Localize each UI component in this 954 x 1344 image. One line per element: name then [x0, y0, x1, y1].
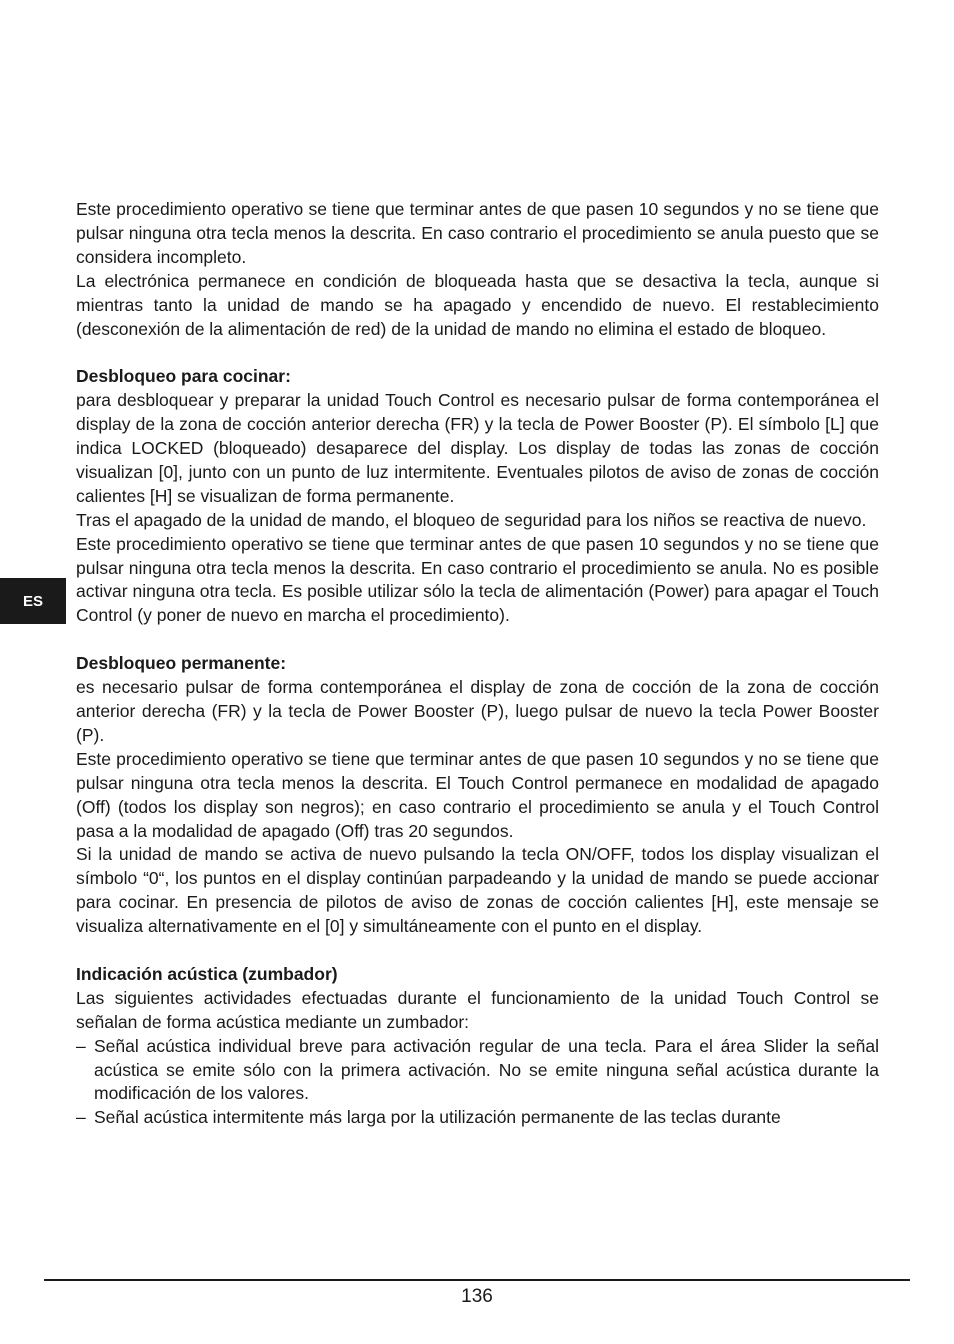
paragraph: Tras el apagado de la unidad de mando, el bloqueo de seguridad para los niños se reactiva de nuevo. — [76, 509, 867, 530]
spacer — [76, 628, 879, 652]
paragraph: Este procedimiento operativo se tiene que terminar antes de que pasen 10 segundos y no se tiene que pulsar ninguna otra tecla menos la descrita. En caso contrario el procedimiento se anula. No es posible activar ninguna otra tecla. Es posible utilizar sólo la tecla de alimentación (Power) para apagar el Touch Control (y poner de nuevo en marcha el procedimiento). — [76, 533, 879, 626]
list-item-text: Señal acústica intermitente más larga por la utilización permanente de las teclas durante — [94, 1107, 781, 1128]
paragraph: Las siguientes actividades efectuadas durante el funcionamiento de la unidad Touch Control se señalan de forma acústica mediante un zumbador: — [76, 987, 879, 1032]
spacer — [76, 341, 879, 365]
section-heading-indicacion-acustica: Indicación acústica (zumbador) — [76, 963, 338, 984]
section-heading-desbloqueo-cocinar: Desbloqueo para cocinar: — [76, 366, 291, 387]
paragraph: Este procedimiento operativo se tiene que terminar antes de que pasen 10 segundos y no se tiene que pulsar ninguna otra tecla menos la descrita. El Touch Control permanece en modalidad de apagado (Off) (todos los display son negros); en caso contrario el procedimiento se anula y el Touch Control pasa a la modalidad de apagado (Off) tras 20 segundos. — [76, 748, 879, 841]
paragraph: es necesario pulsar de forma contemporánea el display de zona de cocción de la zona de cocción anterior derecha (FR) y la tecla de Power Booster (P), luego pulsar de nuevo la tecla Power Booster (P). — [76, 677, 879, 745]
page-content — [76, 198, 879, 1130]
bullet-marker: – — [76, 1035, 86, 1056]
list-item — [76, 1106, 879, 1130]
page-number: 136 — [461, 1286, 493, 1307]
list-item — [76, 1035, 879, 1107]
paragraph: La electrónica permanece en condición de bloqueada hasta que se desactiva la tecla, aunque si mientras tanto la unidad de mando se ha apagado y encendido de nuevo. El restablecimiento (desconexión de la alimentación de red) de la unidad de mando no elimina el estado de bloqueo. — [76, 270, 879, 339]
section-heading-desbloqueo-permanente: Desbloqueo permanente: — [76, 653, 287, 674]
footer-divider — [44, 1279, 910, 1281]
list-item-text: Señal acústica individual breve para activación regular de una tecla. Para el área Slider la señal acústica se emite sólo con la primera activación. No se emite ninguna señal acústica durante la modificación de los valores. — [94, 1035, 879, 1104]
spacer — [76, 939, 879, 963]
language-tab: ES — [0, 578, 66, 624]
paragraph: Si la unidad de mando se activa de nuevo pulsando la tecla ON/OFF, todos los display visualizan el símbolo “0“, los puntos en el display continúan parpadeando y la unidad de mando se puede accionar para cocinar. En presencia de pilotos de aviso de zonas de cocción calientes [H], este mensaje se visualiza alternativamente en el [0] y simultáneamente con el punto en el display. — [76, 844, 879, 937]
bullet-marker: – — [76, 1107, 86, 1128]
paragraph: Este procedimiento operativo se tiene que terminar antes de que pasen 10 segundos y no se tiene que pulsar ninguna otra tecla menos la descrita. En caso contrario el procedimiento se anula puesto que se considera incompleto. — [76, 199, 879, 267]
paragraph: para desbloquear y preparar la unidad Touch Control es necesario pulsar de forma contemporánea el display de la zona de cocción anterior derecha (FR) y la tecla de Power Booster (P). El símbolo [L] que indica LOCKED (bloqueado) desaparece del display. Los display de todas las zonas de cocción visualizan [0], junto con un punto de luz intermitente. Eventuales pilotos de aviso de zonas de cocción calientes [H] se visualizan de forma permanente. — [76, 390, 879, 506]
